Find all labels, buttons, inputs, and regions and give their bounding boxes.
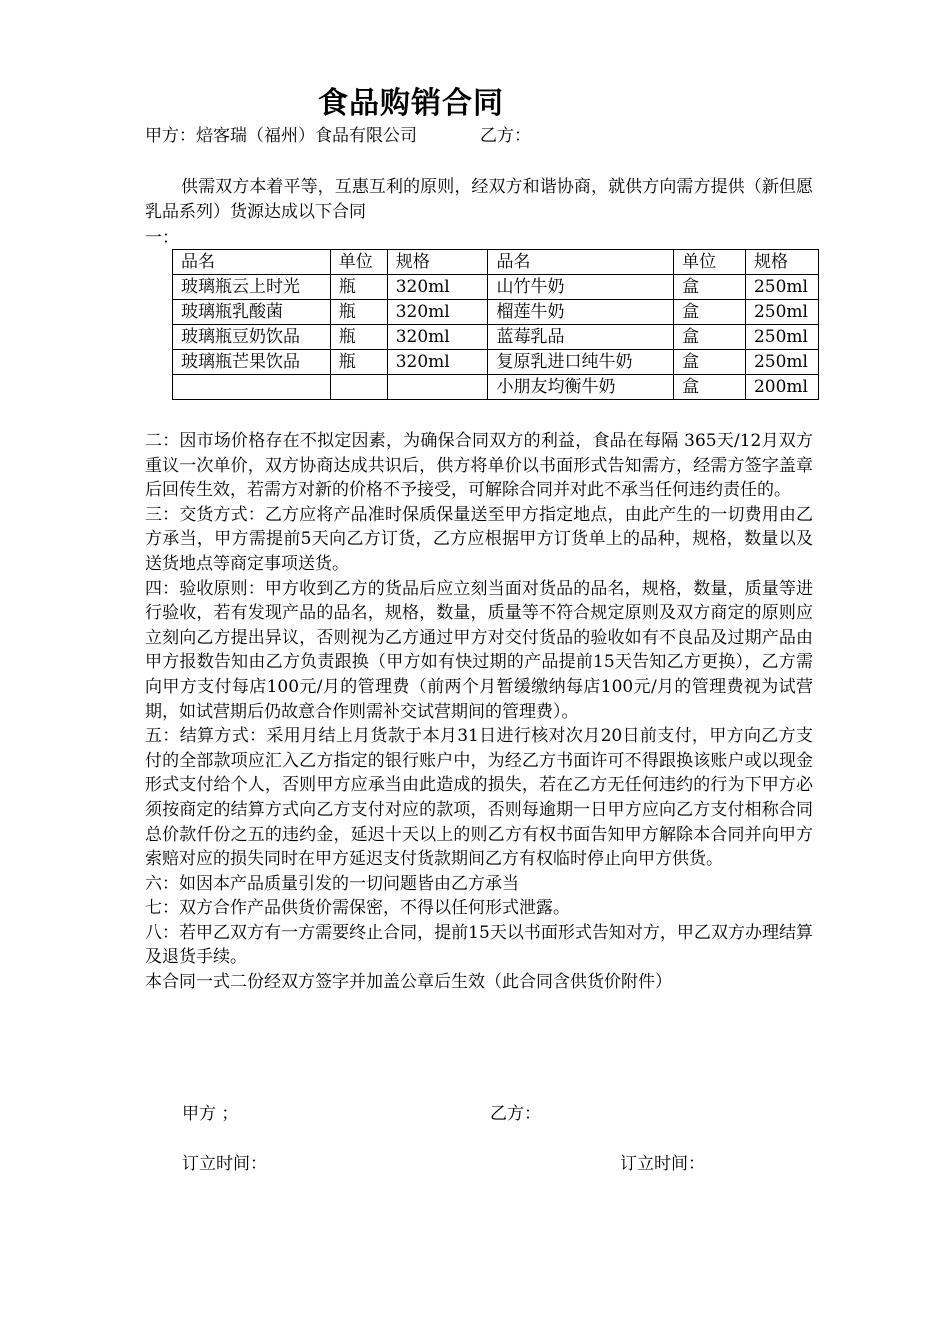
table-cell: 320ml <box>387 300 488 325</box>
table-cell: 250ml <box>745 325 818 350</box>
table-row <box>173 275 819 300</box>
table-cell: 320ml <box>387 325 488 350</box>
table-row <box>173 325 819 350</box>
header-cell: 品名 <box>173 250 331 275</box>
clause-two: 二：因市场价格存在不拟定因素，为确保合同双方的利益，食品在每隔 365天/12月双方重议一次单价，双方协商达成共识后，供方将单价以书面形式告知需方，经需方签字盖章后回传生效，若需方对新的价格不予接受，可解除合同并对此不承当任何违约责任的。 <box>145 431 813 501</box>
table-cell: 蓝莓乳品 <box>488 325 674 350</box>
table-cell: 玻璃瓶乳酸菌 <box>173 300 331 325</box>
table-cell: 复原乳进口纯牛奶 <box>488 350 674 375</box>
section-one-label: 一： <box>145 228 179 248</box>
table-cell: 320ml <box>387 350 488 375</box>
table-cell: 玻璃瓶豆奶饮品 <box>173 325 331 350</box>
table-cell <box>173 375 331 400</box>
table-cell <box>387 375 488 400</box>
clauses-section <box>145 429 813 995</box>
intro-paragraph <box>145 175 813 224</box>
product-table <box>172 249 819 400</box>
table-cell: 榴莲牛奶 <box>488 300 674 325</box>
header-cell: 单位 <box>330 250 387 275</box>
table-cell <box>330 375 387 400</box>
header-cell: 规格 <box>387 250 488 275</box>
table-row <box>173 375 819 400</box>
table-cell: 瓶 <box>330 300 387 325</box>
table-cell: 320ml <box>387 275 488 300</box>
signature-party-b: 乙方： <box>490 1104 541 1124</box>
clause-six: 六：如因本产品质量引发的一切问题皆由乙方承当 <box>145 873 519 894</box>
table-cell: 盒 <box>674 350 746 375</box>
table-cell: 山竹牛奶 <box>488 275 674 300</box>
clause-eight: 八：若甲乙双方有一方需要终止合同，提前15天以书面形式告知对方，甲乙双方办理结算及退货手续。 <box>145 922 813 968</box>
table-cell: 盒 <box>674 275 746 300</box>
table-cell: 瓶 <box>330 325 387 350</box>
signature-party-a: 甲方 ； <box>182 1104 239 1124</box>
header-cell: 规格 <box>745 250 818 275</box>
clause-seven: 七：双方合作产品供货价需保密，不得以任何形式泄露。 <box>145 898 570 919</box>
sign-date-b: 订立时间： <box>620 1154 705 1174</box>
table-row <box>173 300 819 325</box>
table-cell: 盒 <box>674 325 746 350</box>
table-cell: 盒 <box>674 375 746 400</box>
party-b-line: 乙方： <box>480 126 531 146</box>
table-cell: 250ml <box>745 350 818 375</box>
clause-four: 四：验收原则：甲方收到乙方的货品后应立刻当面对货品的品名，规格，数量，质量等进行验收，若有发现产品的品名，规格，数量，质量等不符合规定原则及双方商定的原则应立刻向乙方提出异议，否则视为乙方通过甲方对交付货品的验收如有不良品及过期产品由甲方报数告知由乙方负责跟换（甲方如有快过期的产品提前15天告知乙方更换），乙方需向甲方支付每店100元/月的管理费（前两个月暂缓缴纳每店100元/月的管理费视为试营期，如试营期后仍故意合作则需补交试营期间的管理费）。 <box>145 578 813 722</box>
header-cell: 品名 <box>488 250 674 275</box>
table-cell: 小朋友均衡牛奶 <box>488 375 674 400</box>
table-cell: 250ml <box>745 300 818 325</box>
intro-text: 供需双方本着平等，互惠互利的原则，经双方和谐协商，就供方向需方提供（新但愿乳品系列）货源达成以下合同 <box>145 177 813 222</box>
table-cell: 瓶 <box>330 350 387 375</box>
document-title: 食品购销合同 <box>318 86 504 121</box>
validity-clause: 本合同一式二份经双方签字并加盖公章后生效（此合同含供货价附件） <box>145 972 672 993</box>
table-row <box>173 350 819 375</box>
header-cell: 单位 <box>674 250 746 275</box>
table-cell: 200ml <box>745 375 818 400</box>
table-cell: 玻璃瓶芒果饮品 <box>173 350 331 375</box>
party-a-line: 甲方：焙客瑞（福州）食品有限公司 <box>145 126 417 146</box>
sign-date-a: 订立时间： <box>182 1154 267 1174</box>
table-header-row <box>173 250 819 275</box>
table-cell: 瓶 <box>330 275 387 300</box>
table-cell: 玻璃瓶云上时光 <box>173 275 331 300</box>
table-cell: 250ml <box>745 275 818 300</box>
clause-three: 三：交货方式：乙方应将产品准时保质保量送至甲方指定地点，由此产生的一切费用由乙方承当，甲方需提前5天向乙方订货，乙方应根据甲方订货单上的品种，规格，数量以及送货地点等商定事项送货。 <box>145 504 813 574</box>
table-cell: 盒 <box>674 300 746 325</box>
clause-five: 五：结算方式：采用月结上月货款于本月31日进行核对次月20日前支付，甲方向乙方支付的全部款项应汇入乙方指定的银行账户中，为经乙方书面许可不得跟换该账户或以现金形式支付给个人，否则甲方应承当由此造成的损失，若在乙方无任何违约的行为下甲方必须按商定的结算方式向乙方支付对应的款项，否则每逾期一日甲方应向乙方支付相称合同总价款仟份之五的违约金，延迟十天以上的则乙方有权书面告知甲方解除本合同并向甲方索赔对应的损失同时在甲方延迟支付货款期间乙方有权临时停止向甲方供货。 <box>145 726 813 870</box>
